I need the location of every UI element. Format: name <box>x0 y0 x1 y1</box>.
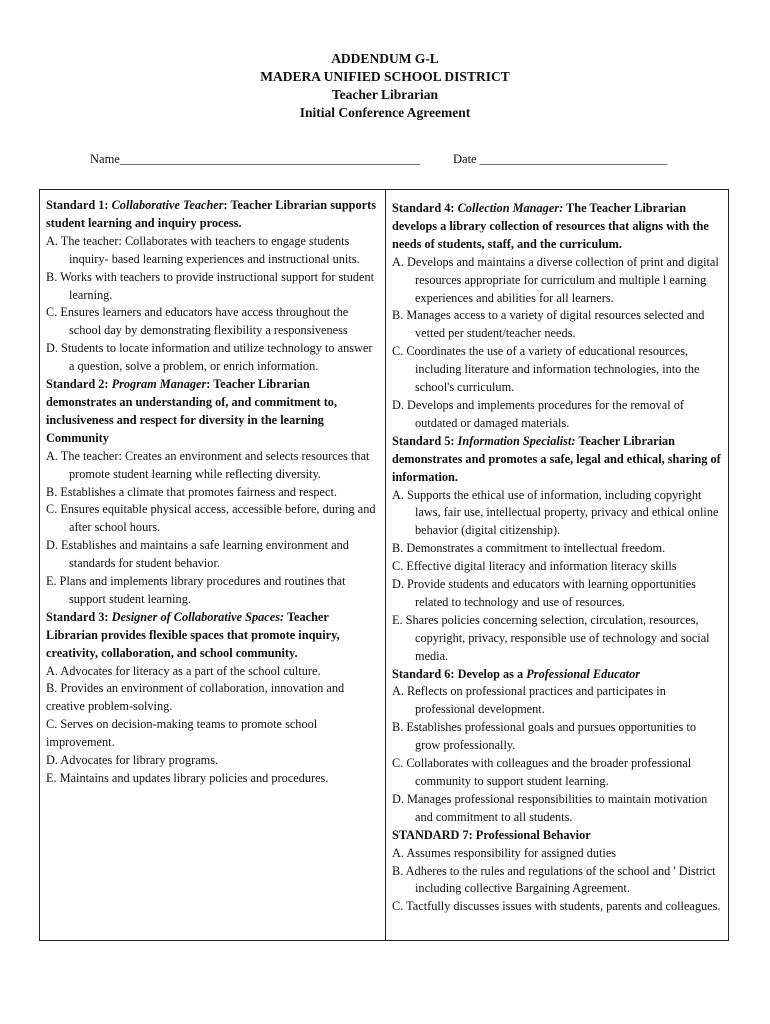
list-item: B. Provides an environment of collaboration, innovation and creative problem-solving. <box>46 681 345 714</box>
list-item: A. Advocates for literacy as a part of the school culture. <box>46 663 321 678</box>
list-item: B. Adheres to the rules and regulations of the school and ' District including collective Bargaining Agreement. <box>392 863 716 896</box>
left-column <box>40 190 386 940</box>
name-field[interactable]: Name________________________________________________ <box>90 152 420 166</box>
list-item: D. Provide students and educators with learning opportunities related to technology and use of resources. <box>392 577 696 609</box>
document-header <box>0 50 770 122</box>
role-title: Teacher Librarian <box>331 87 439 102</box>
standard-2-heading: Standard 2: Program Manager: Teacher Librarian demonstrates an understanding of, and commitment to, inclusiveness and respect for diversity in the learning Community <box>46 377 338 445</box>
list-item: D. Manages professional responsibilities to maintain motivation and commitment to all students. <box>392 791 708 824</box>
list-item: A. Reflects on professional practices and participates in professional development. <box>392 684 666 717</box>
list-item: A. Develops and maintains a diverse collection of print and digital resources appropriate for curriculum and multiple l earning experiences and abilities for all learners. <box>392 254 719 305</box>
list-item: A. The teacher: Collaborates with teachers to engage students inquiry- based learning experiences and instructional units. <box>46 233 360 266</box>
list-item: B. Establishes professional goals and pursues opportunities to grow professionally. <box>392 720 696 753</box>
list-item: C. Ensures equitable physical access, accessible before, during and after school hours. <box>46 502 376 535</box>
standard-5-heading: Standard 5: Information Specialist: Teacher Librarian demonstrates and promotes a safe, legal and ethical, sharing of information. <box>392 433 721 484</box>
list-item: B. Demonstrates a commitment to intellectual freedom. <box>392 541 666 556</box>
list-item: A. Supports the ethical use of information, including copyright laws, fair use, intellectual property, privacy and ethical online behavior (digital citizenship). <box>392 487 719 538</box>
standard-3-heading: Standard 3: Designer of Collaborative Spaces: Teacher Librarian provides flexible spaces that promote inquiry, creativity, collaboration, and school community. <box>46 609 340 660</box>
standard-4-items <box>392 254 722 433</box>
list-item: B. Works with teachers to provide instructional support for student learning. <box>46 269 375 302</box>
list-item: A. The teacher: Creates an environment and selects resources that promote student learning while reflecting diversity. <box>46 448 370 481</box>
standards-table <box>39 189 729 941</box>
date-field[interactable]: Date ______________________________ <box>453 152 668 166</box>
list-item: C. Ensures learners and educators have access throughout the school day by demonstrating flexibility a responsiveness <box>46 305 349 338</box>
list-item: C. Tactfully discusses issues with students, parents and colleagues. <box>392 899 721 914</box>
document-title: Initial Conference Agreement <box>299 105 471 120</box>
standard-6-heading: Standard 6: Develop as a Professional Educator <box>392 666 641 681</box>
list-item: C. Coordinates the use of a variety of educational resources, including literature and information technologies, into the school's curriculum. <box>392 344 700 395</box>
list-item: C. Effective digital literacy and information literacy skills <box>392 559 677 574</box>
standard-7-items <box>392 845 722 917</box>
standard-1-heading: Standard 1: Collaborative Teacher: Teacher Librarian supports student learning and inquiry process. <box>46 198 377 230</box>
list-item: C. Collaborates with colleagues and the broader professional community to support student learning. <box>392 756 692 788</box>
addendum-label: ADDENDUM G-L <box>331 51 439 66</box>
right-column <box>386 190 728 940</box>
standard-5-items <box>392 487 722 666</box>
list-item: B. Establishes a climate that promotes fairness and respect. <box>46 484 337 499</box>
list-item: D. Students to locate information and utilize technology to answer a question, solve a problem, or enrich information. <box>46 341 373 374</box>
standard-1-items <box>46 233 379 376</box>
list-item: D. Develops and implements procedures for the removal of outdated or damaged materials. <box>392 397 684 430</box>
list-item: E. Shares policies concerning selection, circulation, resources, copyright, privacy, responsible use of technology and social media. <box>392 612 710 663</box>
list-item: E. Plans and implements library procedures and routines that support student learning. <box>46 574 346 606</box>
standard-3-items <box>46 663 379 788</box>
list-item: D. Establishes and maintains a safe learning environment and standards for student behavior. <box>46 538 349 571</box>
list-item: D. Advocates for library programs. <box>46 753 219 768</box>
standard-7-heading: STANDARD 7: Professional Behavior <box>392 827 591 842</box>
list-item: A. Assumes responsibility for assigned duties <box>392 845 617 860</box>
standard-4-heading: Standard 4: Collection Manager: The Teacher Librarian develops a library collection of resources that aligns with the needs of students, staff, and the curriculum. <box>392 201 709 251</box>
list-item: E. Maintains and updates library policies and procedures. <box>46 771 329 785</box>
list-item: B. Manages access to a variety of digital resources selected and vetted per student/teacher needs. <box>392 308 705 341</box>
district-name: MADERA UNIFIED SCHOOL DISTRICT <box>260 69 510 84</box>
standard-6-items <box>392 683 722 826</box>
list-item: C. Serves on decision-making teams to promote school improvement. <box>46 717 318 750</box>
standard-2-items <box>46 448 379 609</box>
